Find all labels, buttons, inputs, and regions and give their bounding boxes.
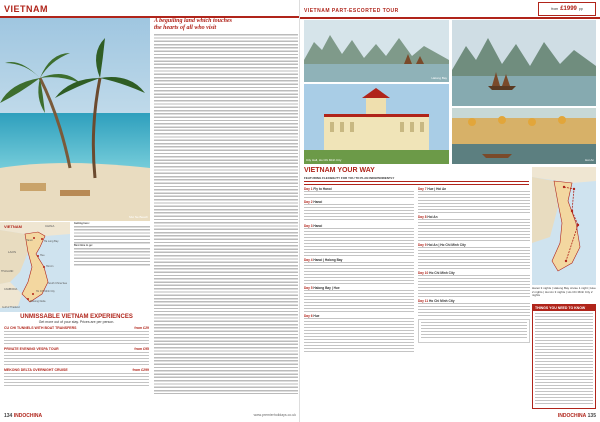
day-label: Day 2 bbox=[304, 200, 313, 204]
right-footer bbox=[558, 413, 596, 419]
itinerary-day bbox=[304, 200, 414, 222]
footer-url: www.premierholidays.co.uk bbox=[253, 413, 296, 417]
day-label: Day 9 bbox=[418, 243, 427, 247]
itinerary-day bbox=[418, 243, 530, 269]
experience-item bbox=[4, 368, 149, 386]
tour-section-title: VIETNAM PART-ESCORTED TOUR bbox=[304, 8, 399, 14]
map-label-china: CHINA bbox=[45, 224, 55, 228]
getting-here-box bbox=[74, 222, 150, 272]
itinerary-left-column bbox=[304, 187, 414, 409]
day-label: Day 4 bbox=[304, 258, 313, 262]
intro-body-end bbox=[154, 314, 298, 394]
map-label-hanoi: Hanoi bbox=[26, 239, 33, 242]
day-title: Halong Bay | Hue bbox=[313, 286, 340, 290]
vietnam-map bbox=[0, 222, 70, 312]
day-label: Day 3 bbox=[304, 224, 313, 228]
city-hall-photo bbox=[304, 84, 449, 164]
map-label-thailand: THAILAND bbox=[1, 270, 14, 273]
day-title: Hoi An bbox=[427, 215, 438, 219]
itinerary-day bbox=[304, 314, 414, 352]
intro-body bbox=[154, 34, 298, 222]
header-rule bbox=[300, 17, 600, 19]
experience-title: CU CHI TUNNELS WITH BOAT TRANSFERS bbox=[4, 326, 77, 330]
day-label: Day 8 bbox=[418, 215, 427, 219]
price-value: £1999 bbox=[560, 6, 577, 12]
experience-title: PRIVATE EVENING VESPA TOUR bbox=[4, 347, 59, 351]
routing-text: Hanoi 3 nights | Halong Bay cruise 1 night | Hue 2 nights | Hoi An 3 nights | Ho Chi Minh City 2 nights bbox=[532, 286, 596, 298]
intro-title-line1: A beguiling land which touches bbox=[154, 18, 233, 24]
section-title: VIETNAM bbox=[4, 4, 48, 14]
footer-brand: INDOCHINA bbox=[557, 413, 587, 419]
map-label-sea: South China Sea bbox=[48, 282, 67, 285]
itinerary-day bbox=[304, 286, 414, 312]
itinerary-day bbox=[304, 258, 414, 284]
photo-caption: Mui Ne Beach bbox=[129, 215, 148, 219]
day-title: Hanoi bbox=[313, 200, 323, 204]
photo-caption: City Hall, Ho Chi Minh City bbox=[306, 158, 342, 162]
day-title: Hue | Hoi An bbox=[427, 187, 447, 191]
experience-price: from £95 bbox=[134, 347, 149, 351]
tour-intro-rule bbox=[304, 181, 529, 185]
unmissable-heading: UNMISSABLE VIETNAM EXPERIENCES bbox=[20, 314, 133, 320]
map-label-cambodia: CAMBODIA bbox=[4, 288, 18, 291]
best-time-label: Best time to go: bbox=[74, 244, 93, 248]
map-label-gulf: Gulf of Thailand bbox=[2, 306, 20, 309]
day-title: Hanoi bbox=[313, 224, 323, 228]
extension-box bbox=[418, 319, 530, 343]
price-pp: pp bbox=[578, 7, 583, 11]
right-page bbox=[300, 0, 600, 422]
intro-body-continued bbox=[154, 222, 298, 312]
map-label-hcmc: Ho Chi Minh City bbox=[36, 290, 55, 293]
experience-item bbox=[4, 347, 149, 365]
tour-subheading: FEATURING FLEXIBILITY FOR YOU TO PLAN INDEPENDENTLY bbox=[304, 176, 395, 180]
day-label: Day 1 bbox=[304, 187, 313, 191]
route-map bbox=[532, 167, 596, 285]
left-footer bbox=[4, 413, 296, 419]
halong-bay-photo-large bbox=[452, 20, 596, 106]
experience-item bbox=[4, 326, 149, 344]
things-to-know-box bbox=[532, 304, 596, 409]
intro-title bbox=[154, 18, 298, 32]
itinerary-day bbox=[418, 187, 530, 213]
experience-title: MEKONG DELTA OVERNIGHT CRUISE bbox=[4, 368, 68, 372]
itinerary-right-column bbox=[418, 187, 530, 409]
day-label: Day 7 bbox=[418, 187, 427, 191]
map-label-laos: LAOS bbox=[8, 250, 17, 254]
unmissable-box bbox=[4, 314, 149, 409]
itinerary-day bbox=[418, 215, 530, 241]
itinerary-day bbox=[418, 271, 530, 297]
experience-price: from £29 bbox=[134, 326, 149, 330]
day-label: Day 11 bbox=[418, 299, 429, 303]
day-title: Ho Chi Minh City bbox=[429, 299, 455, 303]
halong-bay-photo bbox=[304, 20, 449, 82]
price-from: from bbox=[551, 7, 559, 11]
things-to-know-heading: THINGS YOU NEED TO KNOW bbox=[533, 305, 595, 311]
hoi-an-photo bbox=[452, 108, 596, 164]
photo-caption: Hoi An bbox=[585, 158, 594, 162]
map-label-halong: Ha Long Bay bbox=[44, 240, 59, 243]
day-title: Hue bbox=[313, 314, 320, 318]
day-label: Day 10 bbox=[418, 271, 429, 275]
itinerary-day bbox=[304, 187, 414, 198]
map-label-mekong: Mekong Delta bbox=[30, 300, 46, 303]
price-badge bbox=[538, 2, 596, 16]
intro-title-line2: the hearts of all who visit bbox=[154, 25, 217, 31]
itinerary-day bbox=[418, 299, 530, 317]
map-label-hoian: Hoi An bbox=[46, 265, 54, 268]
day-title: Hoi An | Ho Chi Minh City bbox=[427, 243, 466, 247]
day-label: Day 5 bbox=[304, 286, 313, 290]
experience-price: from £299 bbox=[132, 368, 149, 372]
day-title: Fly to Hanoi bbox=[313, 187, 332, 191]
unmissable-subhead: Get more out of your stay. Prices are per person. bbox=[38, 320, 115, 324]
day-title: Ho Chi Minh City bbox=[429, 271, 455, 275]
getting-here-label: Getting here: bbox=[74, 222, 90, 225]
beach-photo bbox=[0, 18, 150, 221]
map-label-vietnam: VIETNAM bbox=[4, 224, 22, 229]
day-title: Hanoi | Halong Bay bbox=[313, 258, 343, 262]
day-label: Day 6 bbox=[304, 314, 313, 318]
photo-caption: Halong Bay bbox=[431, 76, 447, 80]
page-number: 134 bbox=[4, 413, 13, 419]
footer-brand: INDOCHINA bbox=[13, 413, 43, 419]
page-number: 135 bbox=[587, 413, 596, 419]
map-label-hue: Hue bbox=[40, 254, 45, 257]
tour-heading: VIETNAM YOUR WAY bbox=[304, 167, 375, 174]
itinerary-day bbox=[304, 224, 414, 256]
